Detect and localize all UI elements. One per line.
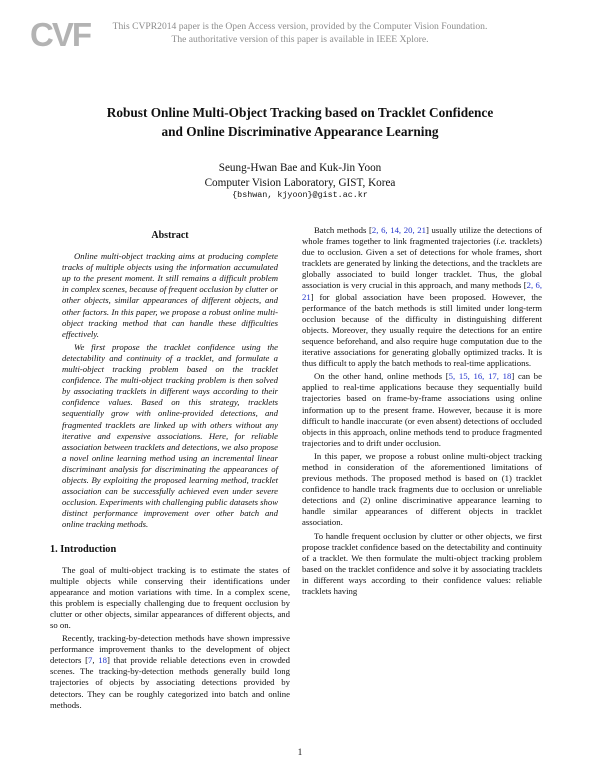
cvf-logo <box>30 17 100 51</box>
body-text: ] for global association have been proposed. However, the performance of the batch methods is still limited under long-term occlusion because of the difficulty in distinguishing different objects. Moreover, they usually require the detections for an entire sequence beforehand, and also require huge computation due to the iterative associations for generating globally optimized tracks. It is thus difficult to apply the batch methods to real-time applications. <box>302 291 542 369</box>
right-paragraph-1 <box>302 225 542 369</box>
left-column <box>50 226 290 711</box>
abstract-paragraph-2: We first propose the tracklet confidence using the detectability and continuity of a tracklet, and formulate a multi-object tracking problem based on the tracklet confidence. The multi-object tracking problem is then solved by associating tracklets in different ways according to their confidence values. Based on this strategy, tracklets sequentially grow with online-provided detections, and fragmented tracklets are linked up with others without any iterative and expensive associations. Here, for reliable association between tracklets and detections, we also propose a novel online learning method using an incremental linear discriminant analysis for discriminating the appearances of objects. By exploiting the proposed learning method, tracklet association can be successfully achieved even under severe occlusion. Experiments with challenging public datasets show distinct performance improvement over other batch and online tracking methods. <box>62 341 278 530</box>
citation-link[interactable]: 7 <box>88 655 93 666</box>
citation-link[interactable]: 2, 6, 21 <box>302 280 543 302</box>
title-line-2: and Online Discriminative Appearance Learning <box>161 124 439 139</box>
svg-text:CVF: CVF <box>30 17 90 51</box>
body-text: ] usually utilize the detections of whole frames together to link fragmented trajectories ( <box>302 225 542 247</box>
intro-text: , <box>92 655 99 666</box>
section-heading-introduction: 1. Introduction <box>50 544 117 556</box>
intro-text: ] that provide reliable detections even in crowded scenes. The tracking-by-detection methods generally build long trajectories of objects by associating detections provided by detectors. They can be roughly categorized into batch and online methods. <box>50 655 290 710</box>
right-column <box>302 223 542 597</box>
banner-line-2: The authoritative version of this paper is available in IEEE Xplore. <box>171 34 429 45</box>
paper-title <box>40 103 560 141</box>
page-number: 1 <box>297 748 303 758</box>
author-email: {bshwan, kjyoon}@gist.ac.kr <box>232 190 368 200</box>
banner-line-1: This CVPR2014 paper is the Open Access version, provided by the Computer Vision Foundation. <box>112 21 488 32</box>
intro-text: Recently, tracking-by-detection methods have shown impressive performance improvement thanks to the development of object detectors [ <box>50 633 290 666</box>
right-paragraph-4: To handle frequent occlusion by clutter or other objects, we first propose tracklet confidence based on the detectability and continuity of a tracklet. We then formulate the multi-object tracking problem based on the tracklet confidence and solve it by associating tracklets in different ways according to their confidence values: reliable tracklets having <box>302 530 542 596</box>
body-text-italic: i.e. <box>496 236 507 247</box>
author-names: Seung-Hwan Bae and Kuk-Jin Yoon <box>218 162 382 174</box>
body-text: On the other hand, online methods [ <box>314 371 449 382</box>
abstract-body <box>50 251 290 530</box>
abstract-paragraph-1: Online multi-object tracking aims at producing complete tracks of multiple objects using the information accumulated up to the present moment. It still remains a difficult problem in complex scenes, because of frequent occlusion by clutter or other objects, similar appearances of different objects, and other factors. In this paper, we propose a robust online multi-object tracking method that can handle these difficulties effectively. <box>62 251 278 339</box>
citation-link[interactable]: 18 <box>98 655 107 666</box>
body-text: tracklets) due to occlusion. Given a set of detections for whole frames, short tracklets are generated by linking the detections, and the tracklets are globally associated to build longer tracklet. Thus, the global association is very crucial in this approach, and many methods [ <box>302 236 543 291</box>
title-line-1: Robust Online Multi-Object Tracking based on Tracklet Confidence <box>106 105 494 120</box>
author-block <box>40 161 560 191</box>
citation-link[interactable]: 2, 6, 14, 20, 21 <box>371 225 426 235</box>
introduction-body <box>50 565 290 711</box>
author-affiliation: Computer Vision Laboratory, GIST, Korea <box>204 177 396 189</box>
intro-paragraph-2 <box>50 633 290 711</box>
citation-link[interactable]: 5, 15, 16, 17, 18 <box>448 371 512 382</box>
right-paragraph-2 <box>302 371 542 449</box>
intro-paragraph-1: The goal of multi-object tracking is to estimate the states of multiple objects while conserving their identifications under appearance and motion variations with time. In a complex scene, this problem is especially challenging due to frequent occlusion by clutter or other objects, similar appearances of different objects, and so on. <box>50 564 290 630</box>
open-access-banner <box>110 20 490 46</box>
body-text: ] can be applied to real-time applications because they sequentially build trajectories based on frame-by-frame associations using online information up to the present frame. However, because it is more difficult to handle inaccurate (or even absent) detections of occluded objects in this approach, online methods tend to produce fragmented trajectories and to drift under occlusion. <box>302 371 543 448</box>
body-text: Batch methods [ <box>314 225 372 235</box>
right-paragraph-3: In this paper, we propose a robust online multi-object tracking method in consideration of the aforementioned limitations of previous methods. The proposed method is based on (1) tracklet confidence to handle track fragments due to occlusion or unreliable detections and (2) online discriminative appearance learning to handle similar appearances of different objects in tracklet association. <box>302 450 542 528</box>
abstract-heading: Abstract <box>151 230 189 241</box>
